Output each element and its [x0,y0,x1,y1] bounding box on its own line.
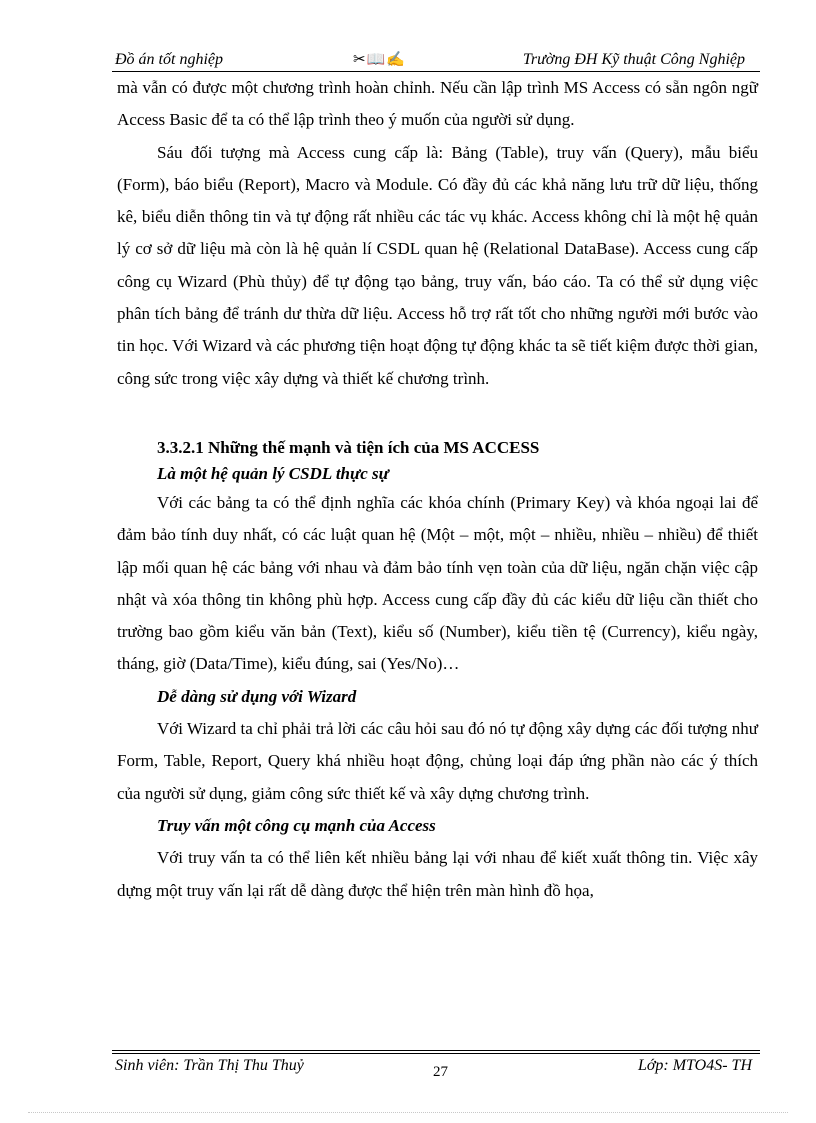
footer-rule-top [112,1050,760,1051]
subheading-true-dbms: Là một hệ quản lý CSDL thực sự [157,463,389,483]
paragraph-query: Với truy vấn ta có thể liên kết nhiều bảng lại với nhau để kiết xuất thông tin. Việc xây dựng một truy vấn lại rất dễ dàng được thể hiện trên màn hình đồ họa, [117,848,758,900]
section-heading: 3.3.2.1 Những thế mạnh và tiện ích của MS ACCESS [157,437,540,457]
page-footer [115,1055,760,1079]
subheading-wizard: Dễ dàng sử dụng với Wizard [157,686,357,706]
page-body [117,72,758,907]
paragraph-keys-types: Với các bảng ta có thể định nghĩa các khóa chính (Primary Key) và khóa ngoại lai để đảm bảo tính duy nhất, có các luật quan hệ (Một – một, một – nhiều, nhiều – nhiều) để thiết lập mối quan hệ các bảng với nhau và đảm bảo tính vẹn toàn của dữ liệu, ngăn chặn việc cập nhật và xóa thông tin không phù hợp. Access cung cấp đầy đủ các kiểu dữ liệu cần thiết cho trường bao gồm kiểu văn bản (Text), kiểu số (Number), kiểu tiền tệ (Currency), kiểu ngày, tháng, giờ (Data/Time), kiểu đúng, sai (Yes/No)… [117,492,758,674]
footer-class: Lớp: MTO4S- TH [637,1057,752,1074]
paragraph-continuation: mà vẫn có được một chương trình hoàn chỉnh. Nếu cần lập trình MS Access có sẵn ngôn ngữ Access Basic để ta có thể lập trình theo ý muốn của người sử dụng. [117,78,758,130]
page-boundary-line [28,1112,788,1113]
header-document-title: Đồ án tốt nghiệp [115,51,223,68]
subheading-query: Truy vấn một công cụ mạnh của Access [157,815,436,835]
footer-student: Sinh viên: Trần Thị Thu Thuỷ [115,1057,304,1074]
paragraph-access-objects: Sáu đối tượng mà Access cung cấp là: Bảng (Table), truy vấn (Query), mẫu biểu (Form), báo biểu (Report), Macro và Module. Có đầy đủ các khả năng lưu trữ dữ liệu, thống kê, biểu diễn thông tin và tự động rất nhiều các tác vụ khác. Access không chỉ là một hệ quản lý cơ sở dữ liệu mà còn là hệ quản lí CSDL quan hệ (Relational DataBase). Access cung cấp công cụ Wizard (Phù thủy) để tự động tạo bảng, truy vấn, báo cáo. Ta có thể sử dụng việc phân tích bảng để tránh dư thừa dữ liệu. Access hỗ trợ rất tốt cho những người mới bước vào tin học. Với Wizard và các phương tiện hoạt động tự động khác ta sẽ tiết kiệm được thời gian, công sức trong việc xây dựng và thiết kế chương trình. [117,142,758,388]
page-number: 27 [433,1064,448,1080]
header-university: Trường ĐH Kỹ thuật Công Nghiệp [522,51,745,68]
page-header [115,50,760,70]
paragraph-wizard: Với Wizard ta chỉ phải trả lời các câu hỏi sau đó nó tự động xây dựng các đối tượng như Form, Table, Report, Query khá nhiều hoạt động, chủng loại đáp ứng phần nào các ý thích của người sử dụng, giảm công sức thiết kế và xây dựng chương trình. [117,719,759,803]
footer-rule-bottom [112,1053,760,1054]
section-gap [117,395,758,435]
header-ornament-icon: ✂📖✍ [353,52,406,68]
